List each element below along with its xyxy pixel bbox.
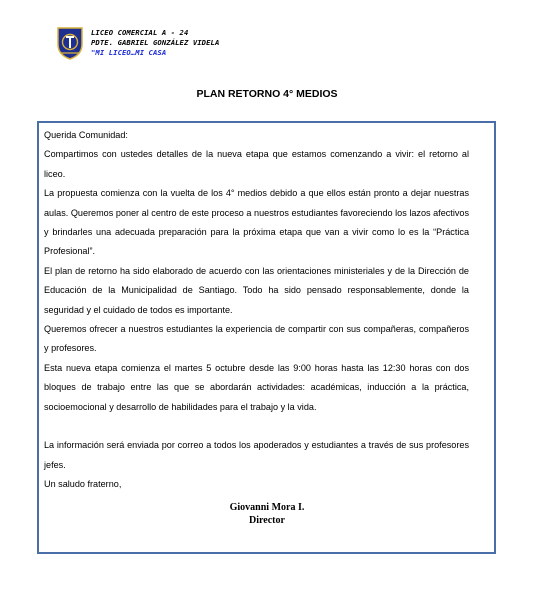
- letter-body: [44, 126, 469, 495]
- letter-paragraph: La propuesta comienza con la vuelta de los 4° medios debido a que ellos están pronto a dejar nuestras aulas. Queremos poner al centro de este proceso a nuestros estudiantes favoreciendo los lazos afectivos y brindarles una adecuada preparación para la próxima etapa que van a vivir como lo es la “Práctica Profesional”.: [44, 188, 469, 257]
- school-crest-icon: [57, 26, 83, 60]
- school-header: [91, 28, 219, 58]
- letter-paragraph: Compartimos con ustedes detalles de la nueva etapa que estamos comenzando a vivir: el retorno al liceo.: [44, 149, 469, 179]
- letter-paragraph: La información será enviada por correo a todos los apoderados y estudiantes a través de sus profesores jefes.: [44, 440, 469, 470]
- paragraph-spacer: [44, 417, 469, 436]
- signer-role: Director: [249, 515, 285, 526]
- letter-greeting: Querida Comunidad:: [44, 130, 128, 140]
- signature-block: [0, 501, 534, 527]
- school-namesake: PDTE. GABRIEL GONZÁLEZ VIDELA: [91, 38, 220, 47]
- letter-paragraph: El plan de retorno ha sido elaborado de acuerdo con las orientaciones ministeriales y de la Dirección de Educación de la Municipalidad de Santiago. Todo ha sido pensado responsablemente, donde la seguridad y el cuidado de todos es importante.: [44, 265, 469, 315]
- document-title: PLAN RETORNO 4° MEDIOS: [196, 88, 338, 100]
- school-name: LICEO COMERCIAL A - 24: [91, 28, 189, 37]
- signer-name: Giovanni Mora I.: [229, 502, 305, 513]
- school-motto: "MI LICEO…MI CASA: [91, 48, 167, 57]
- letter-closing: Un saludo fraterno,: [44, 479, 122, 490]
- letter-paragraph: Queremos ofrecer a nuestros estudiantes la experiencia de compartir con sus compañeras, compañeros y profesores.: [44, 324, 469, 354]
- letter-paragraph: Esta nueva etapa comienza el martes 5 octubre desde las 9:00 horas hasta las 12:30 horas con dos bloques de trabajo entre las que se abordarán actividades: académicas, inducción a la práctica, socioemocional y desarrollo de habilidades para el trabajo y la vida.: [44, 362, 469, 412]
